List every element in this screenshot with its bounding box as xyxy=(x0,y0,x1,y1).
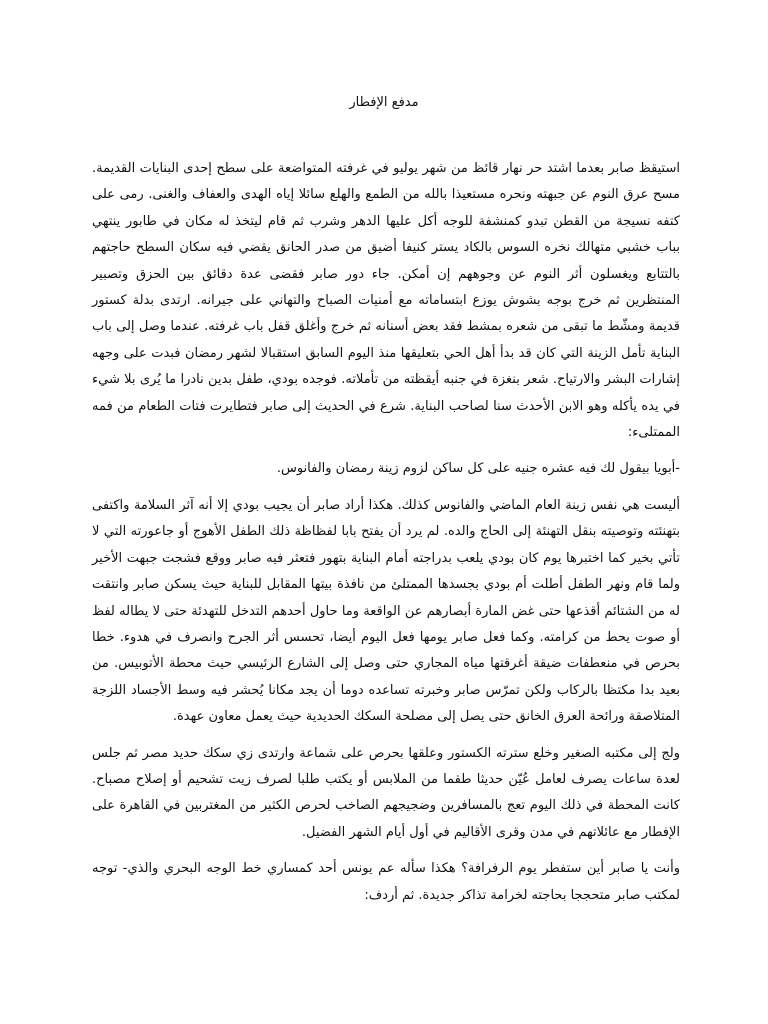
document-body xyxy=(92,156,680,919)
paragraph-5: وأنت يا صابر أين ستفطر يوم الرفرافة؟ هكذا سأله عم يونس أحد كمساري خط الوجه البحري والذي- توجه لمكتب صابر متحججا بحاجته لخرامة تذاكر جديدة. ثم أردف: xyxy=(92,861,680,903)
paragraph-4: ولج إلى مكتبه الصغير وخلع سترته الكستور وعلقها بحرص على شماعة وارتدى زي سكك حديد مصر ثم جلس لعدة ساعات يصرف لعامل عُيّن حديثا طقما من الملابس أو يكتب طلبا لصرف زيت تشحيم أو إصلاح مصباح. كانت المحطة في ذلك اليوم تعج بالمسافرين وضجيجهم الصاخب لحرص الكثير من المغتربين في القاهرة على الإفطار مع عائلاتهم في مدن وقرى الأقاليم في أول أيام الشهر الفضيل. xyxy=(92,745,680,840)
paragraph-1: استيقظ صابر بعدما اشتد حر نهار قائظ من شهر يوليو في غرفته المتواضعة على سطح إحدى البنايات القديمة. مسح عرق النوم عن جبهته ونحره مستعيذا بالله من الطمع والهلع سائلا إياه الهدى والعفاف والغنى. رمى على كتفه نسيجة من القطن تبدو كمنشفة للوجه أكل عليها الدهر وشرب ثم قام ليتخذ له مكان في طابور ينتهي بباب خشبي متهالك نخره السوس بالكاد يستر كنيفا أضيق من صدر الحانق يقضي فيه سكان السطح حاجتهم بالتتابع ويغسلون أثر النوم عن وجوههم إن أمكن. جاء دور صابر فقضى عدة دقائق بين الحزق وتصبير المنتظرين ثم خرج بوجه بشوش يوزع ابتساماته مع أمنيات الصباح والتهاني على جيرانه. ارتدى بدلة كستور قديمة ومشّط ما تبقى من شعره بمشط فقد بعض أسنانه ثم خرج وأغلق قفل باب غرفته. عندما وصل إلى باب البناية تأمل الزينة التي كان قد بدأ أهل الحي بتعليقها منذ اليوم السابق استقبالا لشهر رمضان فبدت على وجهه إشارات البشر والارتياح. شعر بنغزة في جنبه أيقظته من تأملاته. فوجده بودي، طفل بدين نادرا ما يُرى بلا شيء في يده يأكله وهو الابن الأحدث سنا لصاحب البناية. شرع في الحديث إلى صابر فتطايرت فتات الطعام من فمه الممتلىء: xyxy=(92,161,680,441)
document-title: مدفع الإفطار xyxy=(349,95,419,110)
paragraph-3: أليست هي نفس زينة العام الماضي والفانوس كذلك. هكذا أراد صابر أن يجيب بودي إلا أنه آثر السلامة واكتفى بتهنئته وتوصيته بنقل التهنئة إلى الحاج والده. لم يرد أن يفتح بابا لفظاظة ذلك الطفل الأهوج أو جاعورته التي لا تأتي بخير كما اختبرها يوم كان بودي يلعب بدراجته أمام البناية بتهور فتعثر فيه صابر ووقع فشجت جبهت الأخير ولما قام ونهر الطفل أطلت أم بودي بجسدها الممتلئ من نافذة بيتها المقابل للبناية حيث يسكن صابر وانتقت له من الشتائم أقذعها حتى غض المارة أبصارهم عن الواقعة وما حاول أحدهم التدخل للتهدئة حتى لا يطاله لفظ أو صوت يحط من كرامته. وكما فعل صابر يومها فعل اليوم أيضا، تحسس أثر الجرح وانصرف في هدوء. خطا بحرص في منعطفات ضيقة أغرقتها مياه المجاري حتى وصل إلى الشارع الرئيسي حيث محطة الأتوبيس. من بعيد بدا مكتظا بالركاب ولكن تمرّس صابر وخبرته تساعده دوما أن يجد مكانا يُحشر فيه وسط الأجساد اللزجة المتلاصقة ورائحة العرق الخانق حتى يصل إلى مصلحة السكك الحديدية حيث يعمل معاون عهدة. xyxy=(92,497,680,725)
paragraph-2: -أبويا بيقول لك فيه عشره جنيه على كل ساكن لزوم زينة رمضان والفانوس. xyxy=(276,461,680,477)
